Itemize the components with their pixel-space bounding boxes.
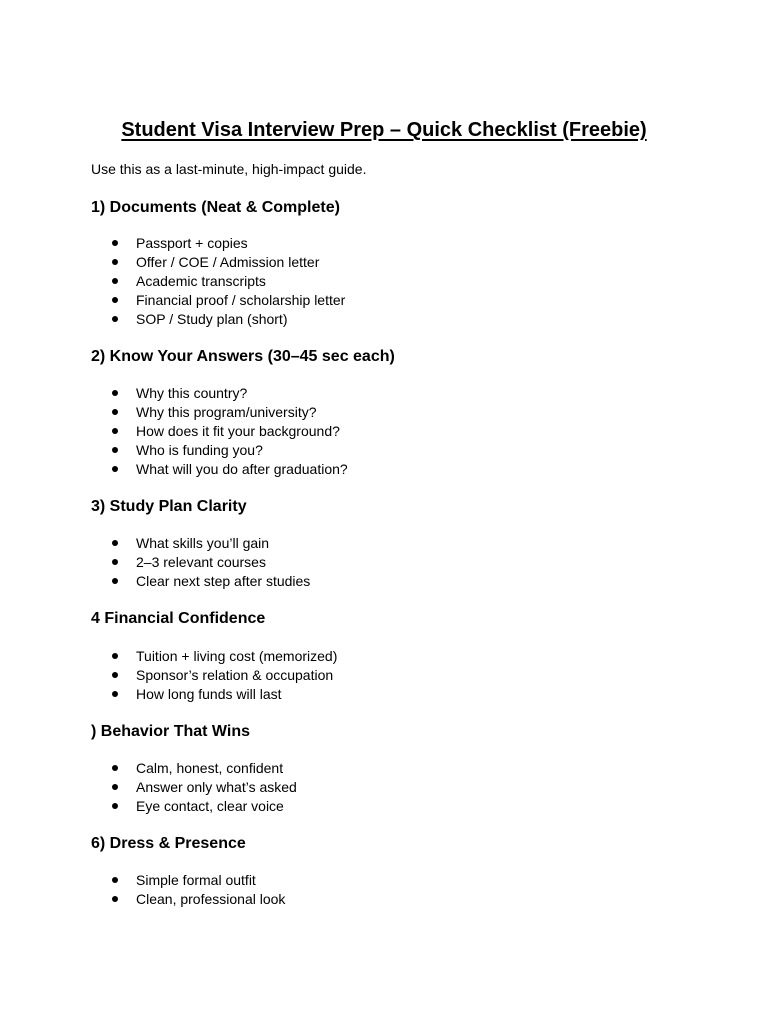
section-heading-financial: 4 Financial Confidence bbox=[91, 610, 266, 627]
list-item bbox=[112, 441, 348, 460]
list-item bbox=[112, 685, 337, 704]
list-item bbox=[112, 291, 345, 310]
list-item bbox=[112, 384, 348, 403]
list-item bbox=[112, 534, 310, 553]
list-item bbox=[112, 778, 297, 797]
list-item-text: Eye contact, clear voice bbox=[136, 798, 284, 814]
bullet-icon bbox=[112, 784, 118, 790]
list-item bbox=[112, 422, 348, 441]
bullet-icon bbox=[112, 278, 118, 284]
bullet-icon bbox=[112, 447, 118, 453]
page-title bbox=[0, 116, 768, 144]
bullet-icon bbox=[112, 390, 118, 396]
bullet-list-answers bbox=[112, 384, 348, 479]
list-item-text: Why this program/university? bbox=[136, 404, 317, 420]
list-item bbox=[112, 572, 310, 591]
list-item-text: Clear next step after studies bbox=[136, 573, 311, 589]
bullet-list-study-plan bbox=[112, 534, 310, 591]
list-item-text: Answer only what’s asked bbox=[136, 779, 297, 795]
bullet-icon bbox=[112, 297, 118, 303]
bullet-icon bbox=[112, 428, 118, 434]
list-item bbox=[112, 460, 348, 479]
list-item-text: Passport + copies bbox=[136, 235, 248, 251]
bullet-icon bbox=[112, 316, 118, 322]
intro-text: Use this as a last-minute, high-impact guide. bbox=[91, 161, 367, 177]
bullet-icon bbox=[112, 803, 118, 809]
page-title-text: Student Visa Interview Prep – Quick Checklist (Freebie) bbox=[121, 119, 647, 141]
list-item bbox=[112, 310, 345, 329]
section-heading-study-plan: 3) Study Plan Clarity bbox=[91, 498, 247, 515]
list-item-text: Academic transcripts bbox=[136, 273, 266, 289]
list-item-text: Why this country? bbox=[136, 385, 248, 401]
list-item-text: SOP / Study plan (short) bbox=[136, 311, 288, 327]
section-heading-documents: 1) Documents (Neat & Complete) bbox=[91, 199, 340, 216]
list-item-text: Financial proof / scholarship letter bbox=[136, 292, 346, 308]
list-item-text: What skills you’ll gain bbox=[136, 535, 270, 551]
list-item-text: How long funds will last bbox=[136, 686, 282, 702]
list-item bbox=[112, 647, 337, 666]
list-item-text: Simple formal outfit bbox=[136, 872, 256, 888]
bullet-icon bbox=[112, 466, 118, 472]
list-item-text: 2–3 relevant courses bbox=[136, 554, 266, 570]
bullet-list-behavior bbox=[112, 759, 297, 816]
list-item bbox=[112, 234, 345, 253]
section-heading-behavior: ) Behavior That Wins bbox=[91, 723, 250, 740]
bullet-icon bbox=[112, 672, 118, 678]
section-heading-dress: 6) Dress & Presence bbox=[91, 835, 246, 852]
list-item bbox=[112, 253, 345, 272]
list-item-text: Clean, professional look bbox=[136, 891, 286, 907]
list-item bbox=[112, 759, 297, 778]
list-item-text: Who is funding you? bbox=[136, 442, 263, 458]
bullet-list-dress bbox=[112, 871, 285, 909]
list-item bbox=[112, 871, 285, 890]
bullet-icon bbox=[112, 540, 118, 546]
list-item bbox=[112, 553, 310, 572]
bullet-icon bbox=[112, 578, 118, 584]
bullet-icon bbox=[112, 240, 118, 246]
list-item-text: Sponsor’s relation & occupation bbox=[136, 667, 334, 683]
bullet-icon bbox=[112, 765, 118, 771]
bullet-icon bbox=[112, 877, 118, 883]
section-heading-answers: 2) Know Your Answers (30–45 sec each) bbox=[91, 348, 395, 365]
bullet-icon bbox=[112, 259, 118, 265]
bullet-icon bbox=[112, 559, 118, 565]
bullet-icon bbox=[112, 409, 118, 415]
bullet-list-financial bbox=[112, 647, 337, 704]
list-item bbox=[112, 797, 297, 816]
list-item-text: Tuition + living cost (memorized) bbox=[136, 648, 338, 664]
list-item-text: How does it fit your background? bbox=[136, 423, 340, 439]
bullet-list-documents bbox=[112, 234, 345, 329]
bullet-icon bbox=[112, 691, 118, 697]
list-item bbox=[112, 272, 345, 291]
bullet-icon bbox=[112, 653, 118, 659]
list-item-text: What will you do after graduation? bbox=[136, 461, 348, 477]
bullet-icon bbox=[112, 896, 118, 902]
list-item bbox=[112, 403, 348, 422]
list-item bbox=[112, 890, 285, 909]
list-item-text: Offer / COE / Admission letter bbox=[136, 254, 320, 270]
list-item-text: Calm, honest, confident bbox=[136, 760, 284, 776]
list-item bbox=[112, 666, 337, 685]
